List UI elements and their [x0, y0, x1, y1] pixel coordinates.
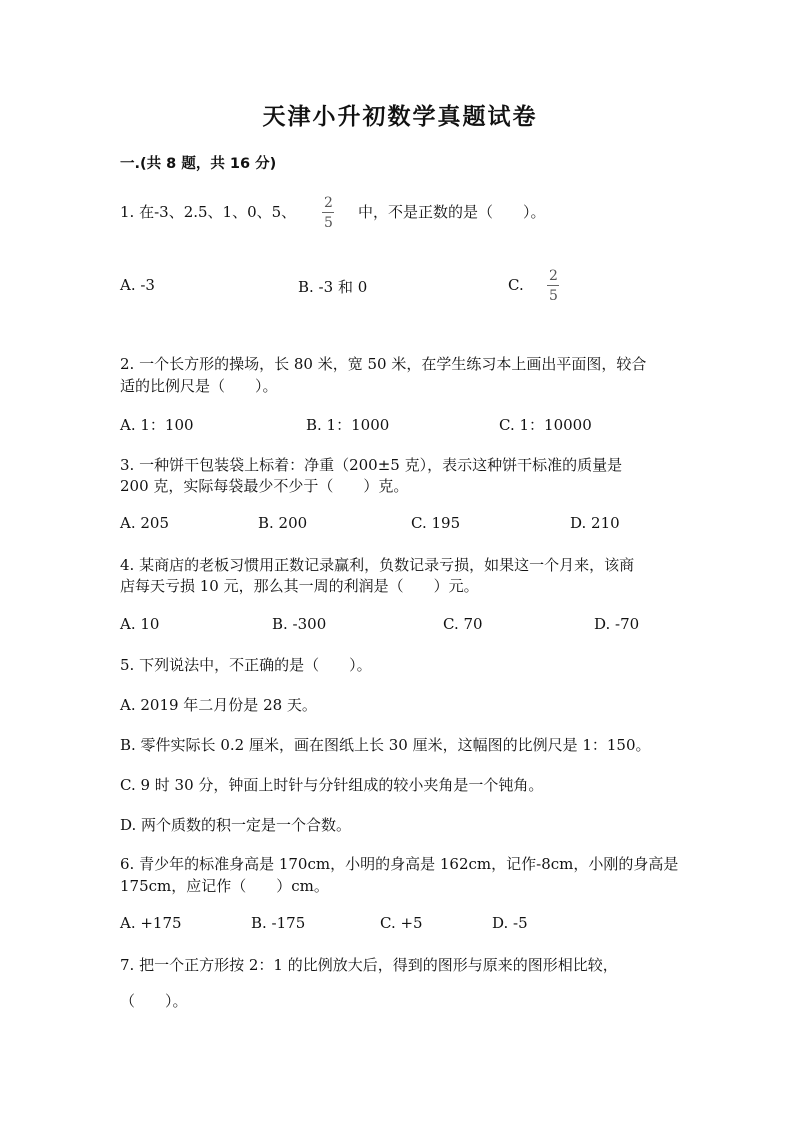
question-1-option-c: C. [508, 276, 524, 294]
question-3-option-d: D. 210 [570, 514, 620, 532]
question-4-option-d: D. -70 [594, 615, 640, 633]
question-3-option-c: C. 195 [411, 514, 461, 532]
question-3-option-b: B. 200 [258, 514, 308, 532]
question-4-option-b: B. -300 [272, 615, 327, 633]
fraction-numerator: 2 [324, 195, 333, 211]
question-1-option-b: B. -3 和 0 [298, 278, 368, 296]
question-5-option-c: C. 9 时 30 分，钟面上时针与分针组成的较小夹角是一个钝角。 [120, 776, 544, 794]
fraction-denominator: 5 [549, 288, 558, 304]
question-1-stem-after: 中，不是正数的是（ ）。 [358, 203, 546, 221]
question-2-option-c: C. 1：10000 [499, 416, 592, 434]
question-2-option-a: A. 1：100 [120, 416, 194, 434]
section-heading: 一.(共 8 题，共 16 分) [120, 156, 277, 172]
fraction-denominator: 5 [324, 215, 333, 231]
question-7-line-2: （ ）。 [120, 992, 188, 1010]
question-4-option-a: A. 10 [120, 615, 160, 633]
question-3-option-a: A. 205 [120, 514, 169, 532]
question-1-option-a: A. -3 [120, 276, 155, 294]
page-title: 天津小升初数学真题试卷 [262, 103, 538, 130]
question-4-line-2: 店每天亏损 10 元，那么其一周的利润是（ ）元。 [120, 577, 479, 595]
question-6-line-2: 175cm，应记作（ ）cm。 [120, 877, 329, 895]
question-5-option-a: A. 2019 年二月份是 28 天。 [120, 696, 317, 714]
question-6-option-d: D. -5 [492, 914, 528, 932]
question-1-fraction [322, 196, 335, 230]
question-1-option-c-fraction [547, 269, 560, 303]
question-6-option-a: A. +175 [120, 914, 182, 932]
question-6-line-1: 6. 青少年的标准身高是 170cm，小明的身高是 162cm，记作-8cm，小刚的身高是 [120, 855, 679, 873]
question-4-option-c: C. 70 [443, 615, 483, 633]
question-6-option-b: B. -175 [251, 914, 306, 932]
question-5-option-d: D. 两个质数的积一定是一个合数。 [120, 816, 352, 834]
question-3-line-1: 3. 一种饼干包装袋上标着：净重（200±5 克），表示这种饼干标准的质量是 [120, 456, 623, 474]
question-4-line-1: 4. 某商店的老板习惯用正数记录赢利，负数记录亏损，如果这一个月来，该商 [120, 556, 635, 574]
question-2-line-2: 适的比例尺是（ ）。 [120, 377, 278, 395]
question-5-line-1: 5. 下列说法中，不正确的是（ ）。 [120, 656, 372, 674]
question-6-option-c: C. +5 [380, 914, 423, 932]
question-3-line-2: 200 克，实际每袋最少不少于（ ）克。 [120, 477, 409, 495]
question-2-line-1: 2. 一个长方形的操场，长 80 米，宽 50 米，在学生练习本上画出平面图，较合 [120, 355, 647, 373]
fraction-numerator: 2 [549, 268, 558, 284]
question-2-option-b: B. 1：1000 [306, 416, 390, 434]
question-5-option-b: B. 零件实际长 0.2 厘米，画在图纸上长 30 厘米，这幅图的比例尺是 1：150。 [120, 736, 651, 754]
question-1-stem-before: 1. 在-3、2.5、1、0、5、 [120, 203, 297, 221]
question-7-line-1: 7. 把一个正方形按 2：1 的比例放大后，得到的图形与原来的图形相比较， [120, 956, 618, 974]
